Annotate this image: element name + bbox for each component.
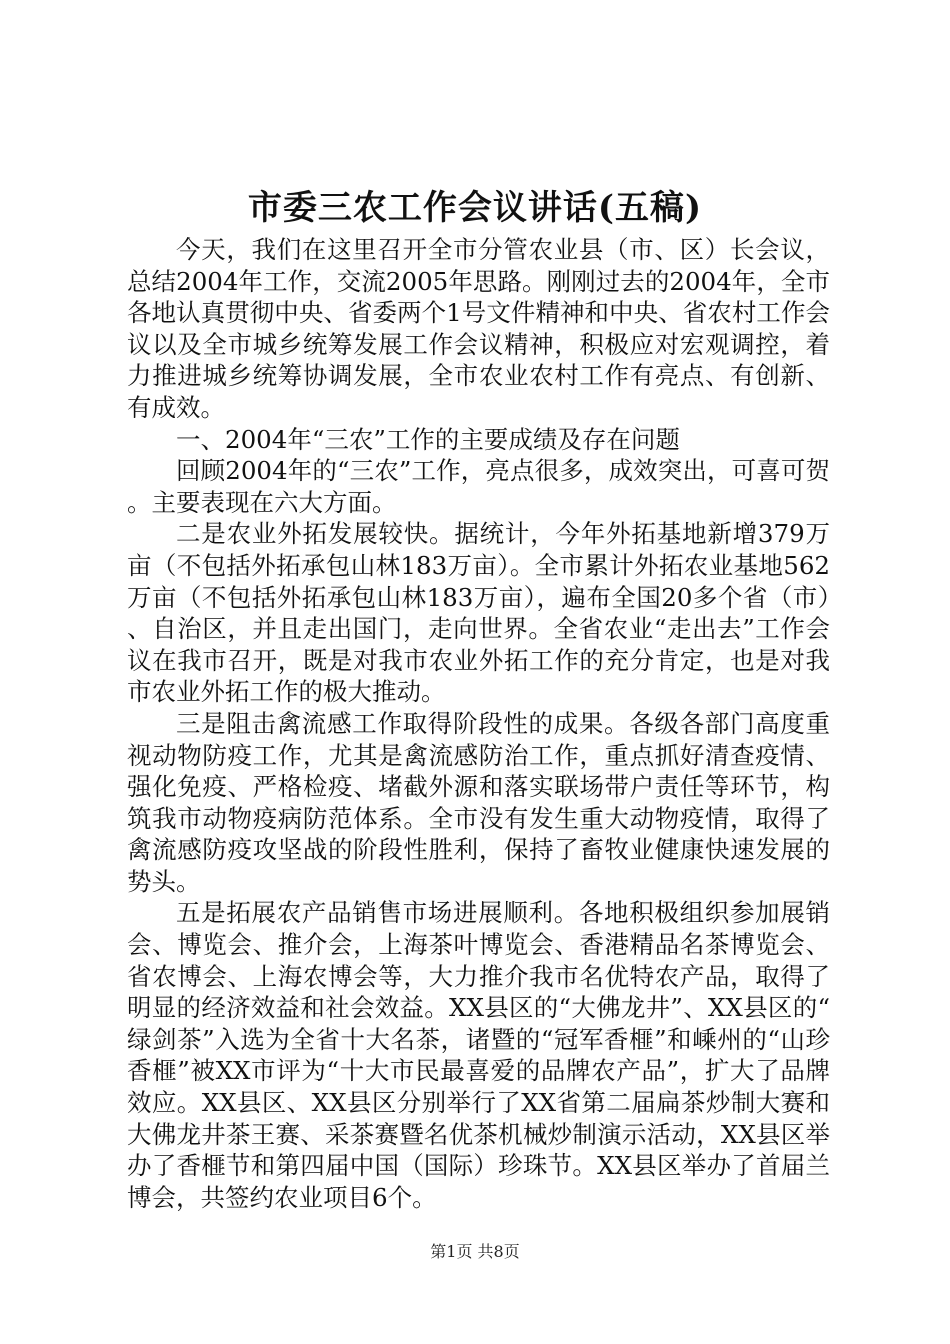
paragraph-intro: 今天，我们在这里召开全市分管农业县（市、区）长会议，总结2004年工作，交流2005年思路。刚刚过去的2004年，全市各地认真贯彻中央、省委两个1号文件精神和中央、省农村工作会议以及全市城乡统筹发展工作会议精神，积极应对宏观调控，着力推进城乡统筹协调发展，全市农业农村工作有亮点、有创新、有成效。	[127, 235, 830, 422]
document-body	[127, 234, 830, 1213]
page-footer: 第1页 共8页	[430, 1242, 520, 1261]
paragraph-review: 回顾2004年的“三农”工作，亮点很多，成效突出，可喜可贺。主要表现在六大方面。	[127, 456, 830, 517]
paragraph-market-expansion: 五是拓展农产品销售市场进展顺利。各地积极组织参加展销会、博览会、推介会，上海茶叶博览会、香港精品名茶博览会、省农博会、上海农博会等，大力推介我市名优特农产品，取得了明显的经济效益和社会效益。XX县区的“大佛龙井”、XX县区的“绿剑茶”入选为全省十大名茶，诸暨的“冠军香榧”和嵊州的“山珍香榧”被XX市评为“十大市民最喜爱的品牌农产品”，扩大了品牌效应。XX县区、XX县区分别举行了XX省第二届扁茶炒制大赛和大佛龙井茶王赛、采茶赛暨名优茶机械炒制演示活动，XX县区举办了香榧节和第四届中国（国际）珍珠节。XX县区举办了首届兰博会，共签约农业项目6个。	[127, 898, 830, 1212]
section-heading-1: 一、2004年“三农”工作的主要成绩及存在问题	[176, 424, 680, 454]
document-title: 市委三农工作会议讲话(五稿)	[247, 188, 703, 228]
paragraph-agriculture-expansion: 二是农业外拓发展较快。据统计，今年外拓基地新增379万亩（不包括外拓承包山林183万亩）。全市累计外拓农业基地562万亩（不包括外拓承包山林183万亩），遍布全国20多个省（市）、自治区，并且走出国门，走向世界。全省农业“走出去”工作会议在我市召开，既是对我市农业外拓工作的充分肯定，也是对我市农业外拓工作的极大推动。	[127, 519, 830, 707]
paragraph-avian-flu: 三是阻击禽流感工作取得阶段性的成果。各级各部门高度重视动物防疫工作，尤其是禽流感防治工作，重点抓好清查疫情、强化免疫、严格检疫、堵截外源和落实联场带户责任等环节，构筑我市动物疫病防范体系。全市没有发生重大动物疫情，取得了禽流感防疫攻坚战的阶段性胜利，保持了畜牧业健康快速发展的势头。	[127, 708, 830, 896]
